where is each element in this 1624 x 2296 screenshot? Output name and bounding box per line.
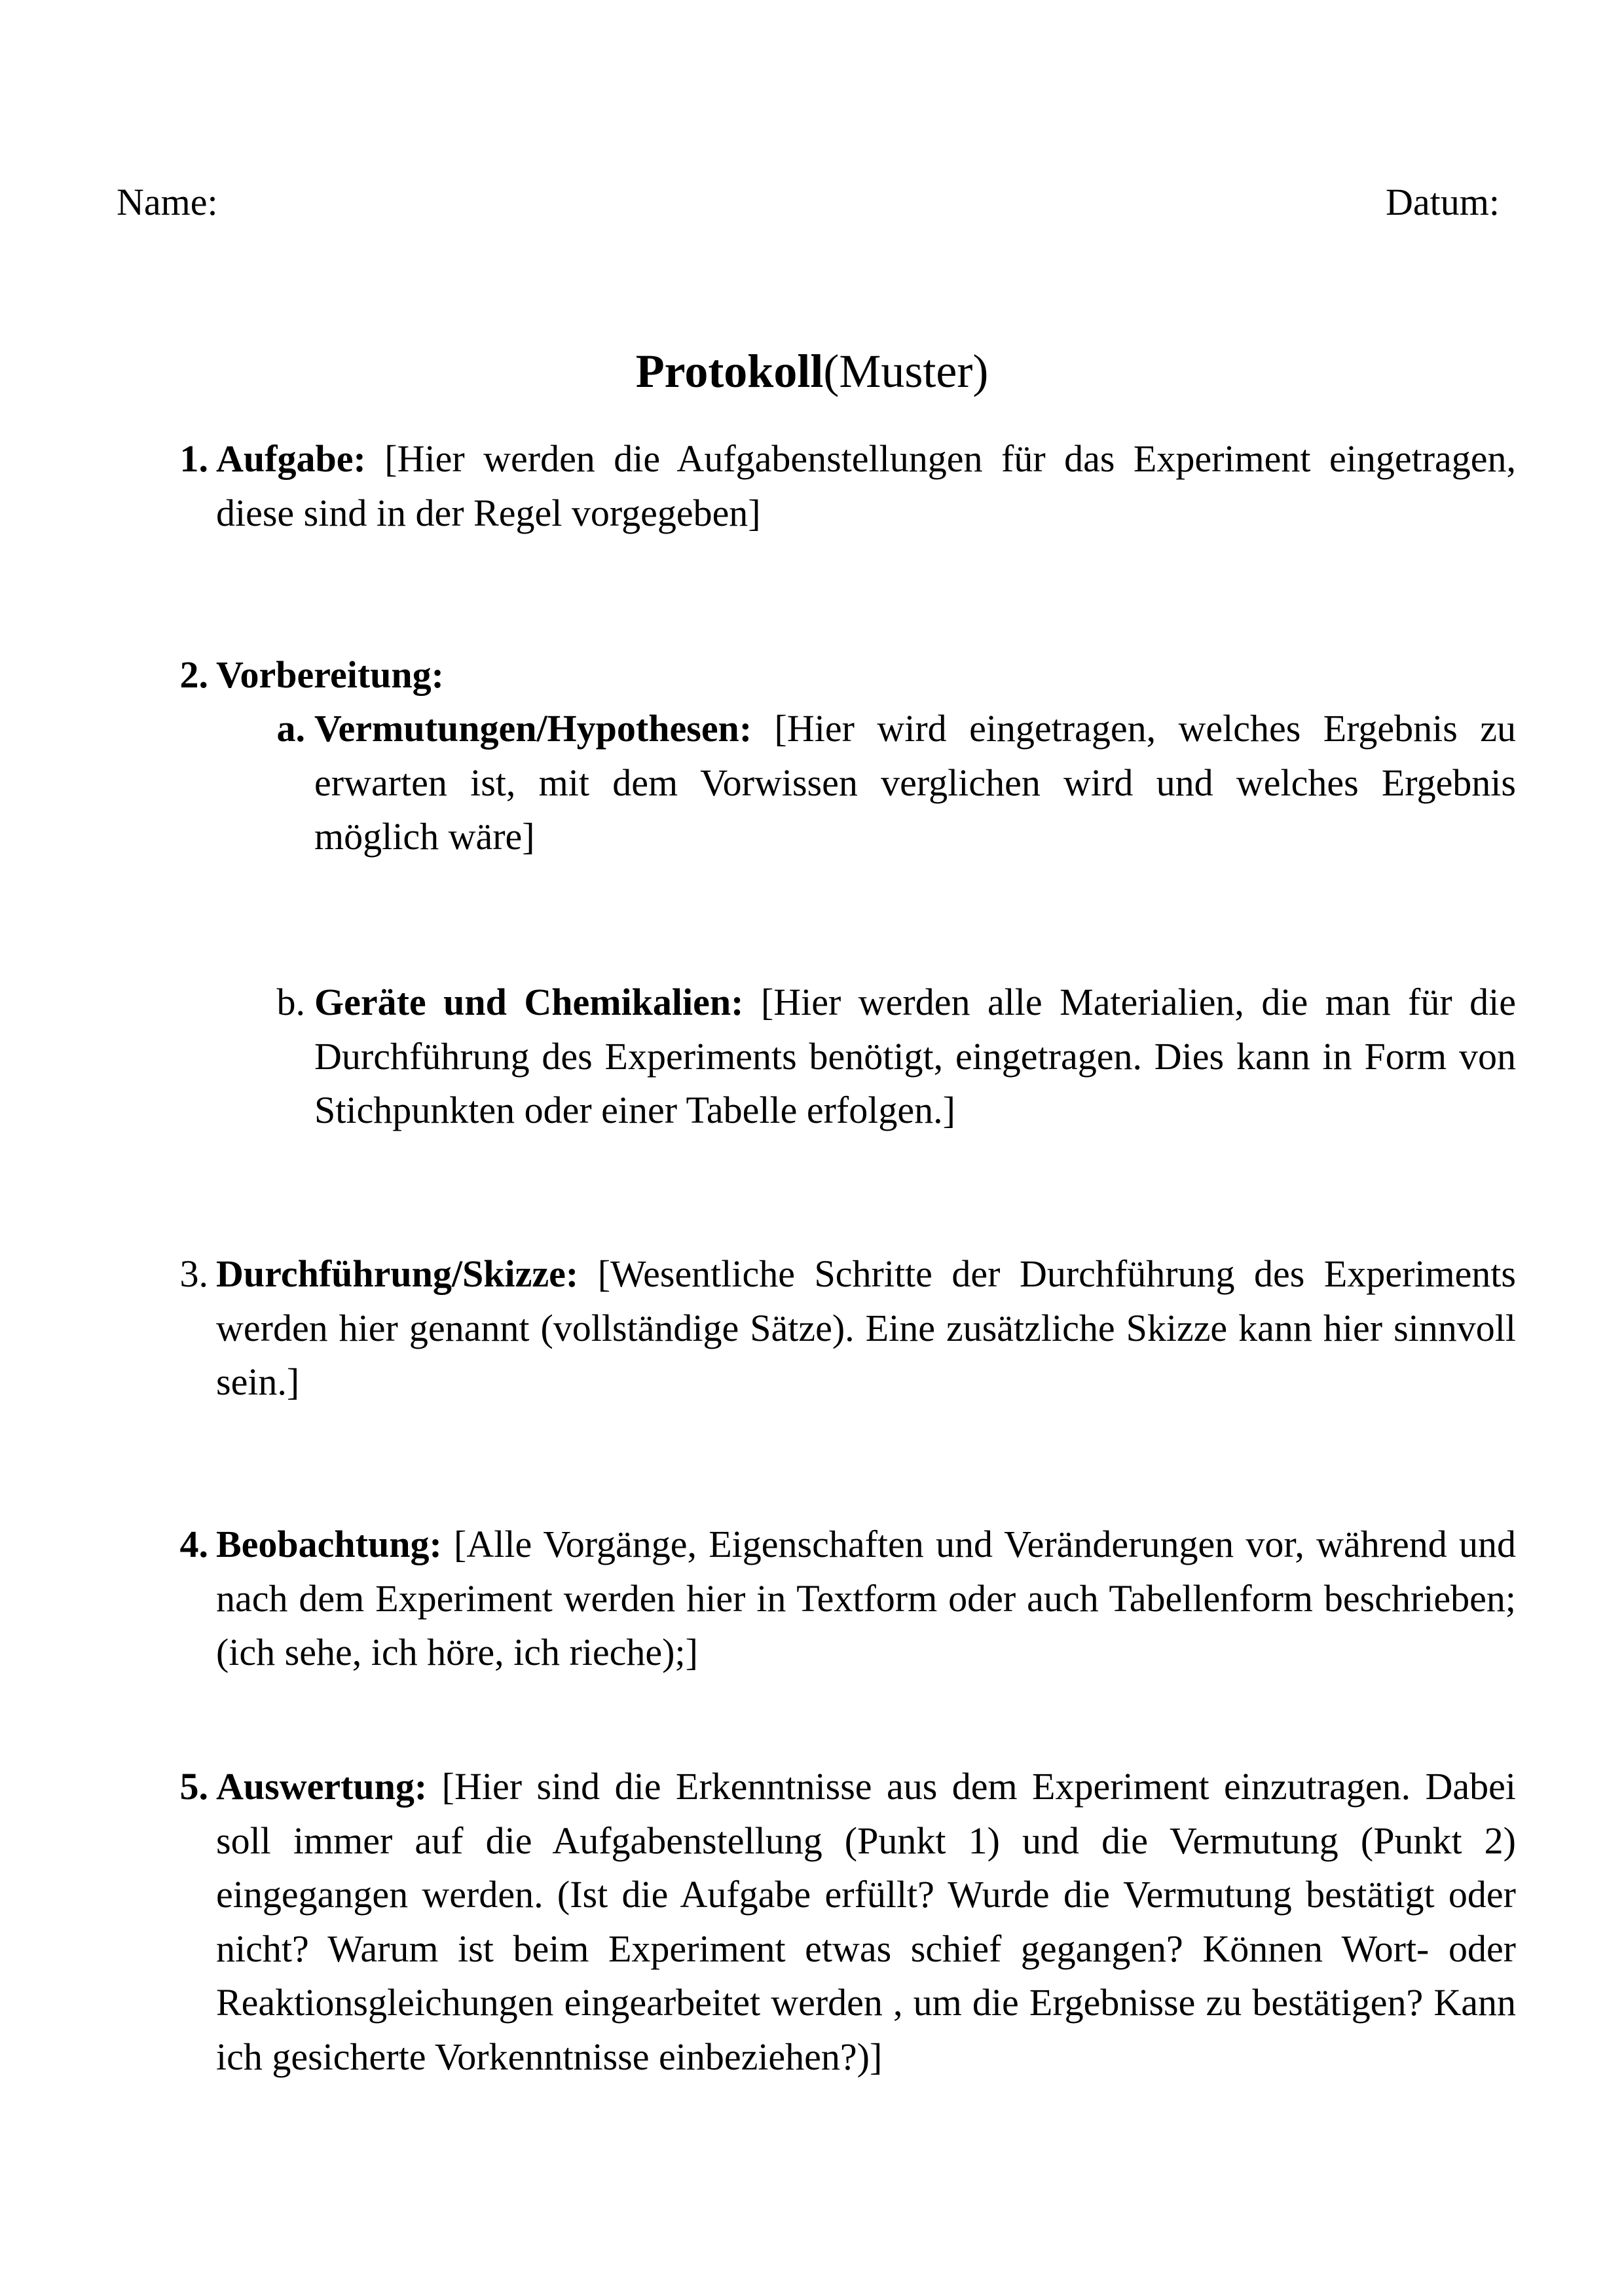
section-text: [Wesentliche Schritte der Durchführung des Experiments werden hier genannt (vollständige Sätze). Eine zusätzliche Skizze kann hier sinnvoll sein.] [216, 1252, 1516, 1403]
section-auswertung [179, 1760, 1516, 2084]
section-number: 1. [179, 437, 208, 480]
section-heading: Beobachtung: [216, 1523, 442, 1565]
section-text: [Hier werden die Aufgabenstellungen für das Experiment eingetragen, diese sind in der Regel vorgegeben] [216, 437, 1516, 534]
name-label: Name: [117, 181, 218, 223]
subsection-letter: a. [276, 707, 305, 750]
section-aufgabe [179, 432, 1516, 540]
date-label: Datum: [1386, 181, 1500, 223]
section-vorbereitung [179, 648, 1516, 702]
section-number: 2. [179, 653, 208, 696]
section-heading: Auswertung: [216, 1765, 428, 1808]
title-bold: Protokoll [635, 345, 824, 397]
subsection-text: [Hier werden alle Materialien, die man für die Durchführung des Experiments benötigt, eingetragen. Dies kann in Form von Stichpunkten oder einer Tabelle erfolgen.] [314, 981, 1516, 1131]
subsection-heading: Geräte und Chemikalien: [314, 981, 744, 1023]
section-number: 3. [179, 1252, 208, 1295]
section-durchfuehrung [179, 1247, 1516, 1410]
section-number: 4. [179, 1523, 208, 1565]
subsection-letter: b. [276, 981, 305, 1023]
subsection-text: [Hier wird eingetragen, welches Ergebnis zu erwarten ist, mit dem Vorwissen verglichen wird und welches Ergebnis möglich wäre] [314, 707, 1516, 858]
subsection-hypothesen [276, 702, 1516, 864]
subsection-geraete [276, 975, 1516, 1138]
section-heading: Durchführung/Skizze: [216, 1252, 579, 1295]
subsection-heading: Vermutungen/Hypothesen: [314, 707, 752, 750]
section-heading: Vorbereitung: [216, 653, 444, 696]
section-heading: Aufgabe: [216, 437, 366, 480]
title-regular: (Muster) [823, 345, 989, 397]
section-beobachtung [179, 1518, 1516, 1680]
page-title [0, 342, 1624, 401]
section-text: [Hier sind die Erkenntnisse aus dem Experiment einzutragen. Dabei soll immer auf die Aufgabenstellung (Punkt 1) und die Vermutung (Punkt 2) eingegangen werden. (Ist die Aufgabe erfüllt? Wurde die Vermutung bestätigt oder nicht? Warum ist beim Experiment etwas schief gegangen? Können Wort- oder Reaktionsgleichungen eingearbeitet werden , um die Ergebnisse zu bestätigen? Kann ich gesicherte Vorkenntnisse einbeziehen?)] [216, 1765, 1516, 2078]
section-number: 5. [179, 1765, 208, 1808]
section-text: [Alle Vorgänge, Eigenschaften und Veränderungen vor, während und nach dem Experiment werden hier in Textform oder auch Tabellenform beschrieben; (ich sehe, ich höre, ich rieche);] [216, 1523, 1516, 1673]
